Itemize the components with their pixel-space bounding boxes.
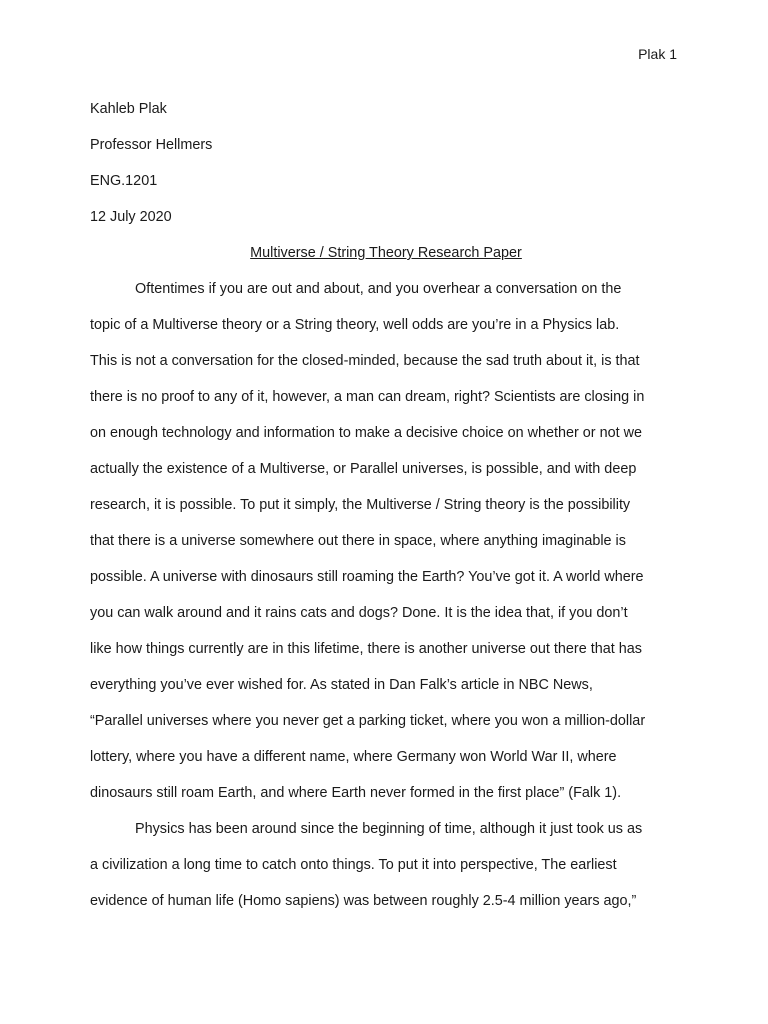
author-name: Kahleb Plak	[90, 101, 167, 117]
running-header: Plak 1	[638, 46, 677, 62]
paragraph-line: on enough technology and information to make a decisive choice on whether or not we	[90, 425, 642, 441]
paragraph-line: Oftentimes if you are out and about, and you overhear a conversation on the	[135, 281, 622, 297]
paragraph-line: everything you’ve ever wished for. As stated in Dan Falk’s article in NBC News,	[90, 677, 593, 693]
paragraph-line: research, it is possible. To put it simply, the Multiverse / String theory is the possibility	[90, 497, 631, 513]
paragraph-line: dinosaurs still roam Earth, and where Earth never formed in the first place” (Falk 1).	[90, 785, 622, 801]
course-code: ENG.1201	[90, 173, 158, 189]
professor-name: Professor Hellmers	[90, 137, 213, 153]
paragraph-line: actually the existence of a Multiverse, or Parallel universes, is possible, and with deep	[90, 461, 637, 477]
document-date: 12 July 2020	[90, 209, 172, 225]
paragraph-line: possible. A universe with dinosaurs still roaming the Earth? You’ve got it. A world where	[90, 569, 644, 585]
paragraph-line: like how things currently are in this lifetime, there is another universe out there that has	[90, 641, 642, 657]
paragraph-line: there is no proof to any of it, however, a man can dream, right? Scientists are closing in	[90, 389, 645, 405]
paragraph-line: topic of a Multiverse theory or a String theory, well odds are you’re in a Physics lab.	[90, 317, 620, 333]
paragraph-line: “Parallel universes where you never get a parking ticket, where you won a million-dollar	[90, 713, 646, 729]
paragraph-line: lottery, where you have a different name, where Germany won World War II, where	[90, 749, 617, 765]
paragraph-2	[90, 811, 682, 919]
document-body	[90, 91, 682, 919]
paragraph-line: you can walk around and it rains cats and dogs? Done. It is the idea that, if you don’t	[90, 605, 628, 621]
paragraph-line: that there is a universe somewhere out there in space, where anything imaginable is	[90, 533, 626, 549]
paragraph-line: This is not a conversation for the closed-minded, because the sad truth about it, is that	[90, 353, 640, 369]
paragraph-line: a civilization a long time to catch onto things. To put it into perspective, The earliest	[90, 857, 617, 873]
paragraph-1	[90, 271, 682, 811]
paragraph-line: evidence of human life (Homo sapiens) was between roughly 2.5-4 million years ago,”	[90, 893, 637, 909]
paper-title: Multiverse / String Theory Research Paper	[250, 245, 522, 261]
paragraph-line: Physics has been around since the beginning of time, although it just took us as	[135, 821, 643, 837]
